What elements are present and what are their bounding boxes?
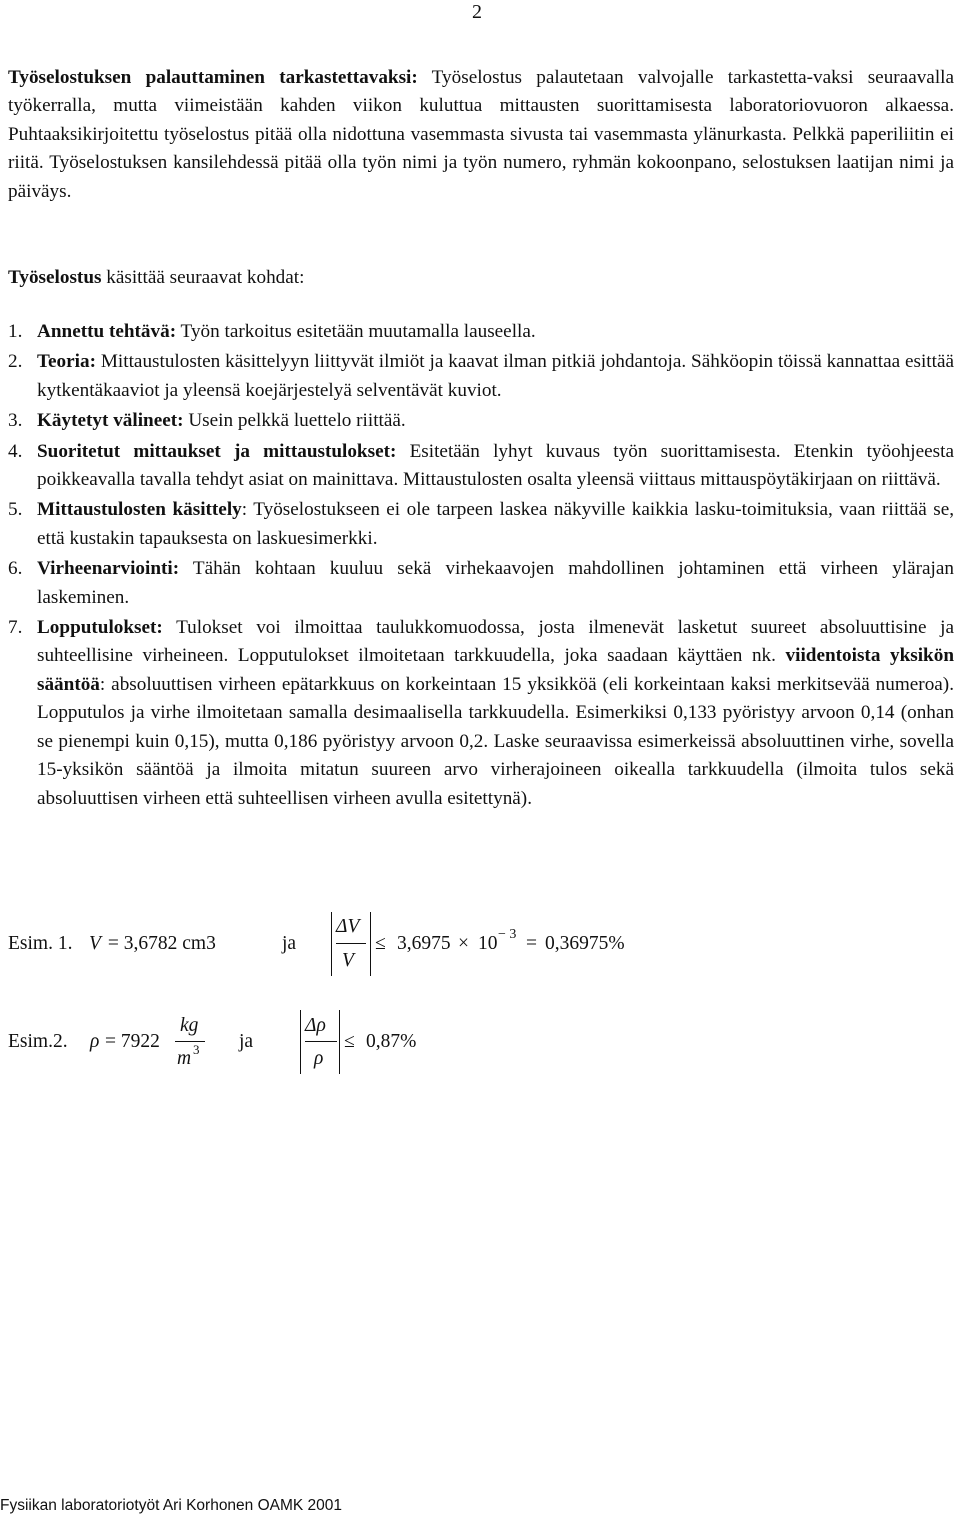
item-title: Lopputulokset: <box>37 617 163 639</box>
item-text: Esitetään lyhyt kuvaus työn suorittamisesta. Etenkin työohjeesta poikkeavalla tavalla tehdyt asiat on mainittava. Mittaustulosten osalta yleensä viittaus mittauspöytäkirjaan on riittävä. <box>37 440 954 491</box>
list-item <box>8 614 954 813</box>
ex2-variable: ρ <box>90 1031 100 1052</box>
subheading-rest: käsittää seuraavat kohdat: <box>101 267 305 288</box>
ex2-unit-fraction-line <box>175 1041 205 1042</box>
page-number: 2 <box>472 1 482 23</box>
list-item <box>8 496 954 553</box>
ex1-mantissa: 3,6975 <box>397 933 451 954</box>
item-title: Mittaustulosten käsittely <box>37 499 242 521</box>
ex1-abs-right-bar <box>370 912 371 976</box>
ex2-unit-exponent: 3 <box>193 1042 200 1057</box>
item-title: Annettu tehtävä: <box>37 321 177 342</box>
ex1-ja: ja <box>282 933 297 954</box>
ex2-fraction-line <box>305 1041 337 1042</box>
item-title-rule: viidentoista yksikön sääntöä <box>37 645 954 695</box>
ex1-times-sign: × <box>458 933 469 954</box>
item-number: 1. <box>8 321 23 342</box>
ex1-label: Esim. 1. <box>8 933 73 954</box>
intro-paragraph <box>8 64 954 206</box>
ex2-unit-numerator: kg <box>180 1015 199 1036</box>
ex1-result: 0,36975% <box>545 933 625 954</box>
ex2-leq-sign: ≤ <box>344 1031 355 1052</box>
list-item <box>8 555 954 612</box>
ex2-ja: ja <box>239 1031 254 1052</box>
item-text: Mittaustulosten käsittelyyn liittyvät ilmiöt ja kaavat ilman pitkiä johdantoja. Sähköopin töissä kannattaa esittää kytkentäkaaviot ja yleensä koejärjestelyä selventävät kuviot. <box>37 351 954 401</box>
item-text: Tulokset voi ilmoittaa taulukkomuodossa, josta ilmenevät lasketut suureet absoluuttisine ja suhteellisine virheineen. Lopputulokset ilmoitetaan tarkkuudella, joka saadaan käyttäen nk. <box>37 617 954 667</box>
item-text: : Työselostukseen ei ole tarpeen laskea näkyville kaikkia lasku-toimituksia, vaan riittää se, että kustakin tapauksesta on laskuesimerkki. <box>37 499 955 549</box>
ex2-unit-denominator: m <box>177 1048 192 1069</box>
ex2-denominator: ρ <box>314 1048 324 1069</box>
item-text-continued: : absoluuttisen virheen epätarkkuus on korkeintaan 15 yksikköä (eli korkeintaan kaksi merkitsevää numeroa). Lopputulos ja virhe ilmoitetaan samalla desimaalisella tarkkuudella. Esimerkiksi 0,133 pyöristyy arvoon 0,14 (onhan se pienempi kuin 0,15), mutta 0,186 pyöristyy arvoon 0,2. Laske seuraavissa esimerkeissä absoluuttinen virhe, sovella 15-yksikön sääntöä ja ilmoita mitatun suureen arvo virherajoineen oikealla tarkkuudella (ilmoita tulos sekä absoluuttisen virheen että suhteellisen virheen avulla esitettynä). <box>37 673 954 809</box>
ex1-base: 10 <box>478 933 498 954</box>
ex1-fraction-line <box>336 943 366 944</box>
ex1-leq-sign: ≤ <box>375 933 386 954</box>
ex2-abs-left-bar <box>300 1010 301 1074</box>
item-number: 3. <box>8 410 23 432</box>
ex1-equals-sign: = <box>526 933 537 954</box>
ex1-value: = 3,6782 cm3 <box>103 933 216 954</box>
section-subheading <box>8 264 954 292</box>
item-title: Virheenarviointi: <box>37 558 180 580</box>
item-number: 5. <box>8 499 23 521</box>
ex2-label: Esim.2. <box>8 1031 68 1052</box>
item-number: 7. <box>8 617 23 639</box>
ex1-numerator: ΔV <box>336 916 360 937</box>
item-title: Suoritetut mittaukset ja mittaustulokset: <box>37 440 397 462</box>
item-title: Käytetyt välineet: <box>37 410 184 432</box>
ex1-exponent: − 3 <box>498 927 517 942</box>
list-item <box>8 438 954 495</box>
ex2-numerator: Δρ <box>305 1015 326 1036</box>
item-number: 2. <box>8 351 23 373</box>
list-item <box>8 348 954 405</box>
subheading-strong: Työselostus <box>8 267 102 288</box>
report-sections-list <box>8 318 954 813</box>
intro-label: Työselostuksen palauttaminen tarkastettavaksi: <box>8 67 418 88</box>
item-number: 6. <box>8 558 23 580</box>
item-title: Teoria: <box>37 351 96 373</box>
list-item <box>8 407 954 435</box>
item-text: Tähän kohtaan kuuluu sekä virhekaavojen mahdollinen johtaminen että virheen ylärajan laskeminen. <box>37 558 954 608</box>
item-number: 4. <box>8 440 23 462</box>
ex2-abs-right-bar <box>339 1010 340 1074</box>
item-text: Työn tarkoitus esitetään muutamalla lauseella. <box>176 321 536 342</box>
ex1-variable: V <box>89 933 101 954</box>
ex2-result: 0,87% <box>366 1031 417 1052</box>
item-text: Usein pelkkä luettelo riittää. <box>183 410 406 432</box>
ex2-value: = 7922 <box>105 1031 160 1052</box>
list-item <box>8 318 954 346</box>
intro-text: Työselostus palautetaan valvojalle tarkastetta-vaksi seuraavalla työkerralla, mutta viimeistään kahden viikon kuluttua mittausten suorittamisesta laboratoriovuoron alkaessa. Puhtaaksikirjoitettu työselostus pitää olla nidottuna vasemmasta sivusta tai vasemmasta ylänurkasta. Pelkkä paperiliitin ei riitä. Työselostuksen kansilehdessä pitää olla työn nimi ja työn numero, ryhmän kokoonpano, selostuksen laatijan nimi ja päiväys. <box>8 67 955 202</box>
ex1-abs-left-bar <box>331 912 332 976</box>
page-footer: Fysiikan laboratoriotyöt Ari Korhonen OAMK 2001 <box>0 1497 343 1514</box>
ex1-denominator: V <box>342 950 354 971</box>
